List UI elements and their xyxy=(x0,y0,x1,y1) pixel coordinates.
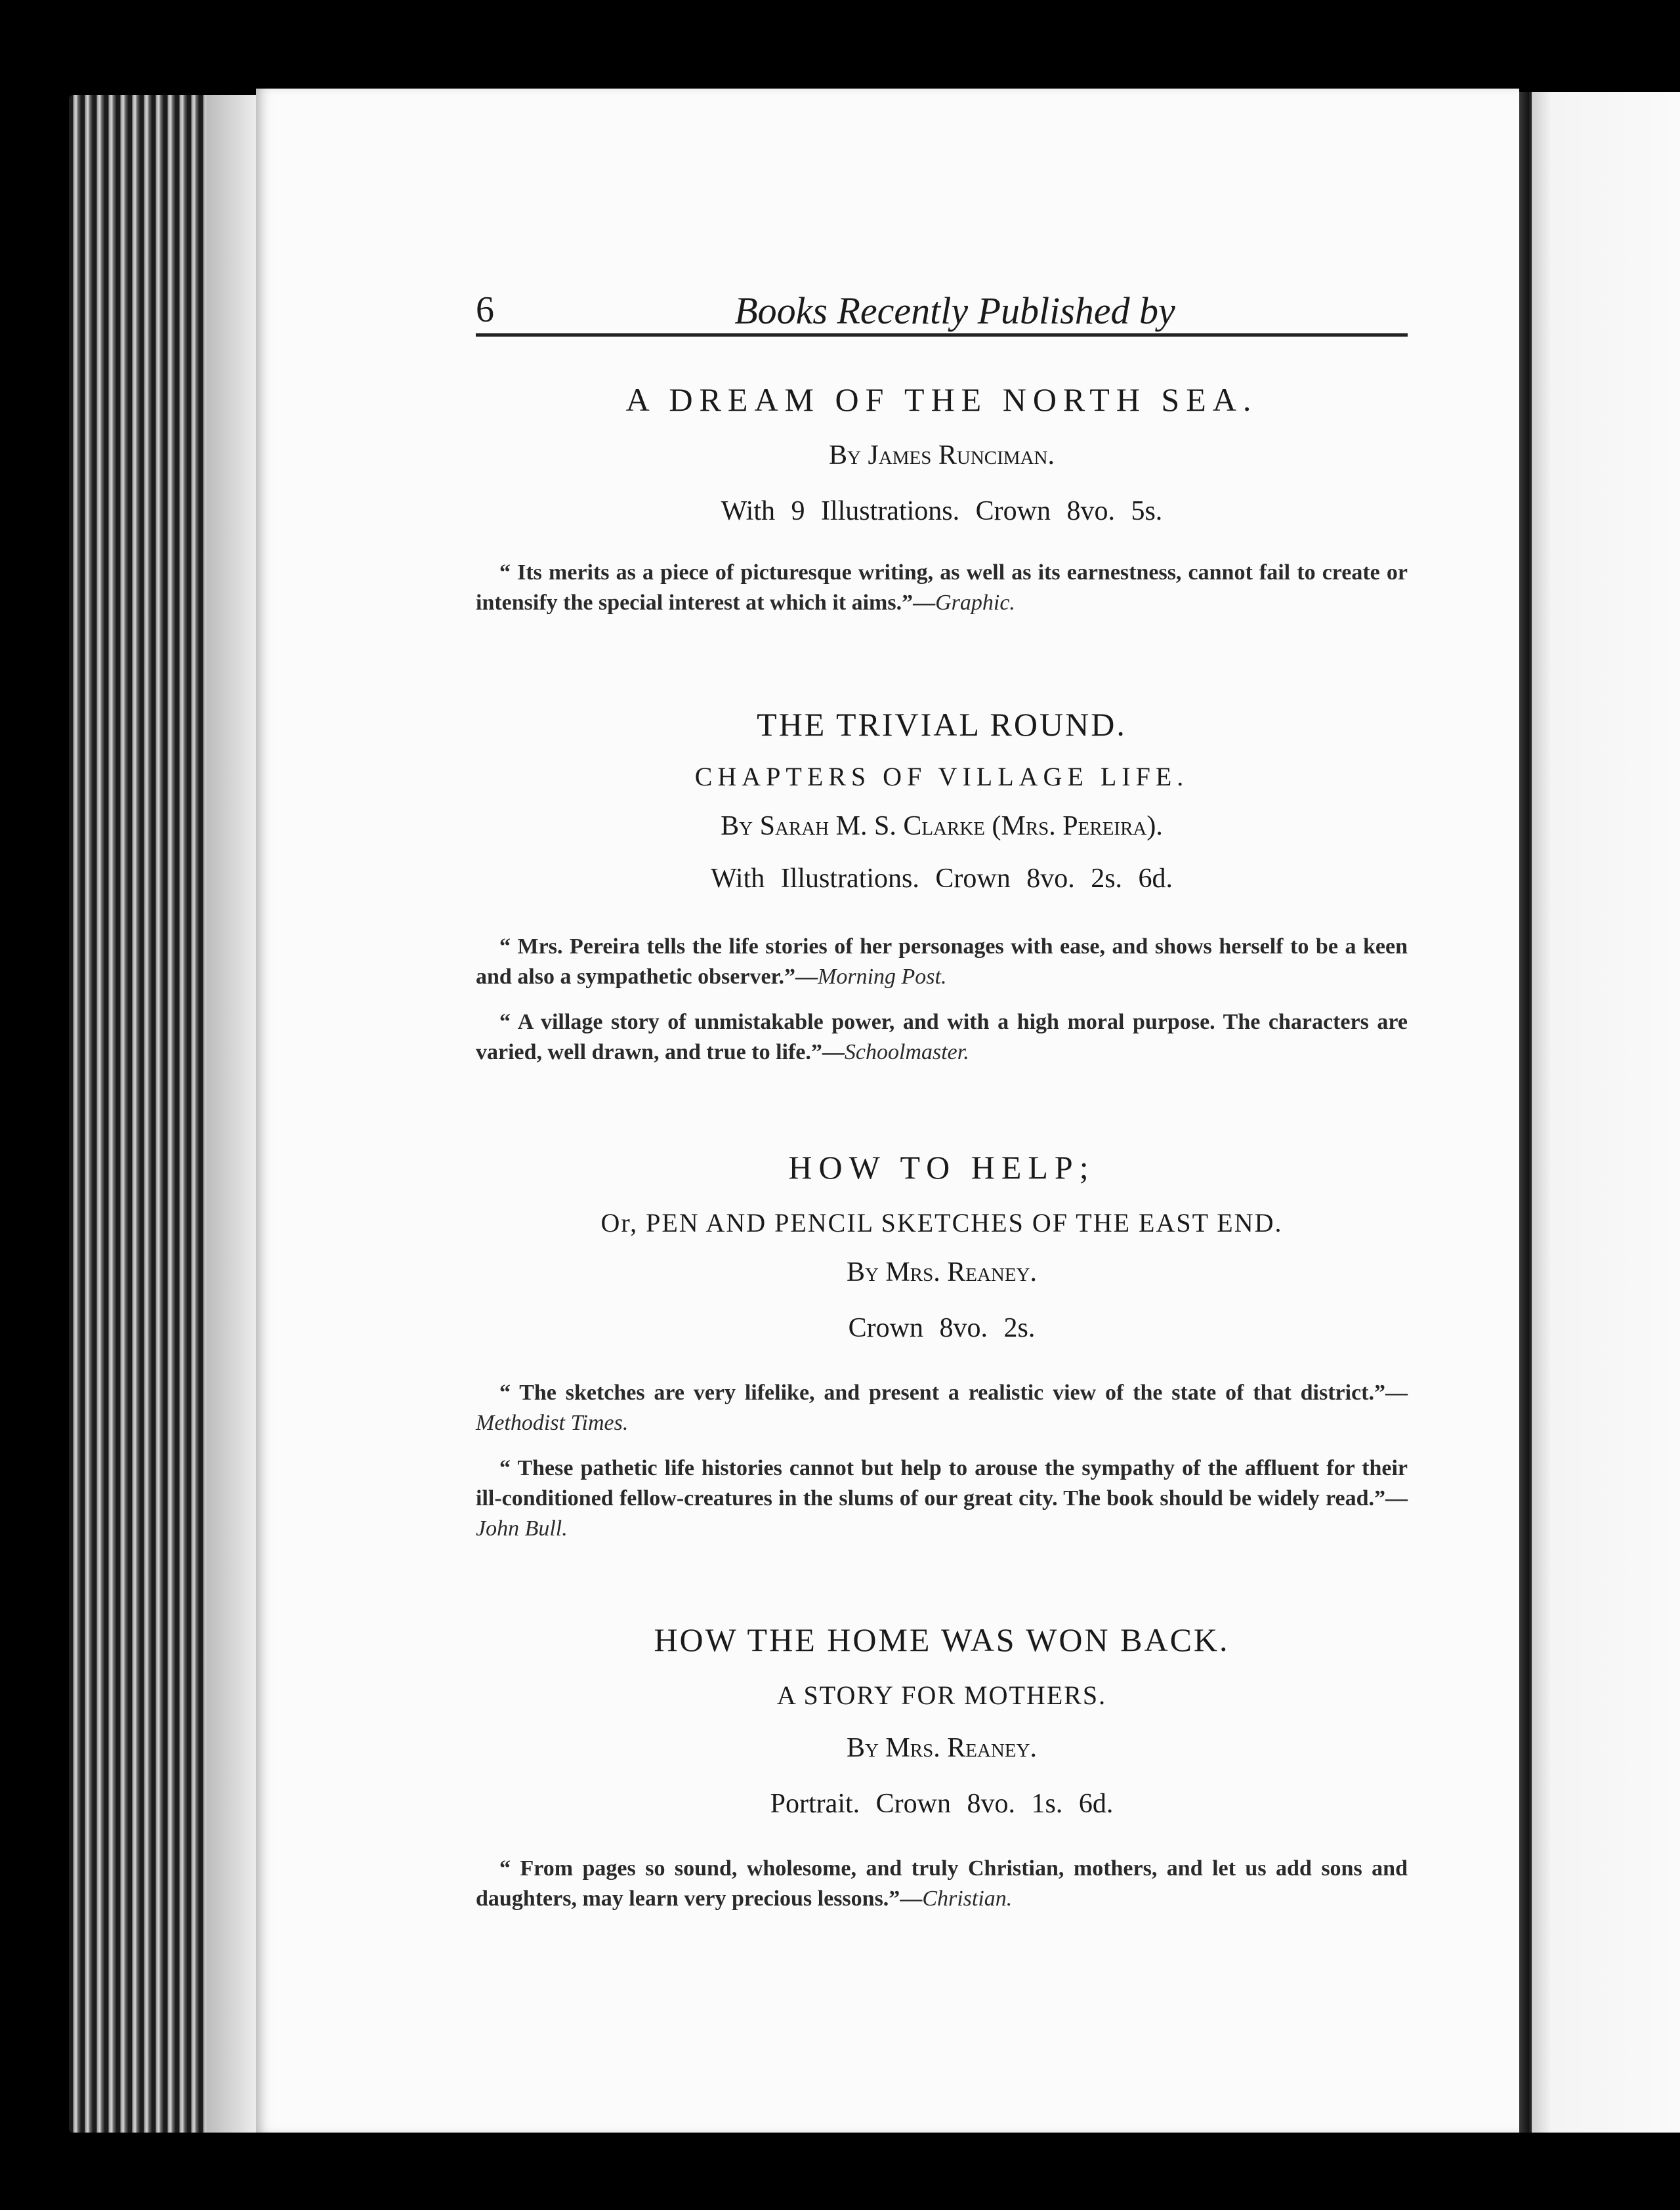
entry-details: With Illustrations. Crown 8vo. 2s. 6d. xyxy=(710,864,1173,894)
page-number: 6 xyxy=(476,289,494,330)
review-source: Christian. xyxy=(922,1887,1013,1911)
entry-title: HOW TO HELP; xyxy=(788,1149,1095,1186)
review-text: “ From pages so sound, wholesome, and truly Christian, mothers, and let us add sons and daughters, may learn very precious lessons.”— xyxy=(476,1856,1408,1911)
entry-title: HOW THE HOME WAS WON BACK. xyxy=(654,1621,1230,1658)
entry-details: With 9 Illustrations. Crown 8vo. 5s. xyxy=(721,496,1163,526)
entry-author: By James Runciman. xyxy=(829,440,1055,470)
review-quote xyxy=(476,1378,1408,1438)
entry-author: By Mrs. Reaney. xyxy=(846,1257,1038,1287)
entry-subtitle: CHAPTERS OF VILLAGE LIFE. xyxy=(694,762,1189,791)
review-text: “ A village story of unmistakable power, and with a high moral purpose. The characters are varied, well drawn, and true to life.”— xyxy=(476,1010,1408,1064)
book-page xyxy=(256,89,1519,2133)
review-text: “ The sketches are very lifelike, and present a realistic view of the state of that district.”— xyxy=(499,1381,1408,1405)
review-quote xyxy=(476,558,1408,618)
entry-subtitle: A STORY FOR MOTHERS. xyxy=(776,1680,1107,1710)
review-source: Graphic. xyxy=(935,591,1015,615)
review-quote xyxy=(476,932,1408,992)
review-text: “ Its merits as a piece of picturesque writing, as well as its earnestness, cannot fail to create or intensify the special interest at which it aims.”— xyxy=(476,560,1408,615)
review-quote xyxy=(476,1453,1408,1544)
review-source: Methodist Times. xyxy=(476,1411,629,1435)
book-page-edges xyxy=(69,95,259,2133)
header-rule xyxy=(476,333,1408,337)
facing-page xyxy=(1529,92,1680,2133)
review-text: “ Mrs. Pereira tells the life stories of her personages with ease, and shows herself to be a keen and also a sympathetic observer.”— xyxy=(476,934,1408,989)
review-source: Schoolmaster. xyxy=(844,1040,969,1064)
entry-author: By Sarah M. S. Clarke (Mrs. Pereira). xyxy=(721,811,1163,841)
review-text: “ These pathetic life histories cannot but help to arouse the sympathy of the affluent for their ill-conditioned fellow-creatures in the slums of our great city. The book should be widely read.”— xyxy=(476,1456,1408,1511)
review-source: John Bull. xyxy=(476,1516,568,1541)
entry-title: THE TRIVIAL ROUND. xyxy=(757,706,1127,743)
review-quote xyxy=(476,1007,1408,1068)
entry-subtitle: Or, PEN AND PENCIL SKETCHES OF THE EAST END. xyxy=(600,1208,1283,1238)
entry-details: Crown 8vo. 2s. xyxy=(848,1313,1036,1343)
entry-author: By Mrs. Reaney. xyxy=(846,1733,1038,1763)
running-head xyxy=(476,269,1408,341)
running-title: Books Recently Published by xyxy=(734,289,1175,332)
review-source: Morning Post. xyxy=(818,965,947,989)
entry-details: Portrait. Crown 8vo. 1s. 6d. xyxy=(770,1789,1114,1819)
review-quote xyxy=(476,1854,1408,1914)
entry-title: A DREAM OF THE NORTH SEA. xyxy=(625,381,1258,418)
